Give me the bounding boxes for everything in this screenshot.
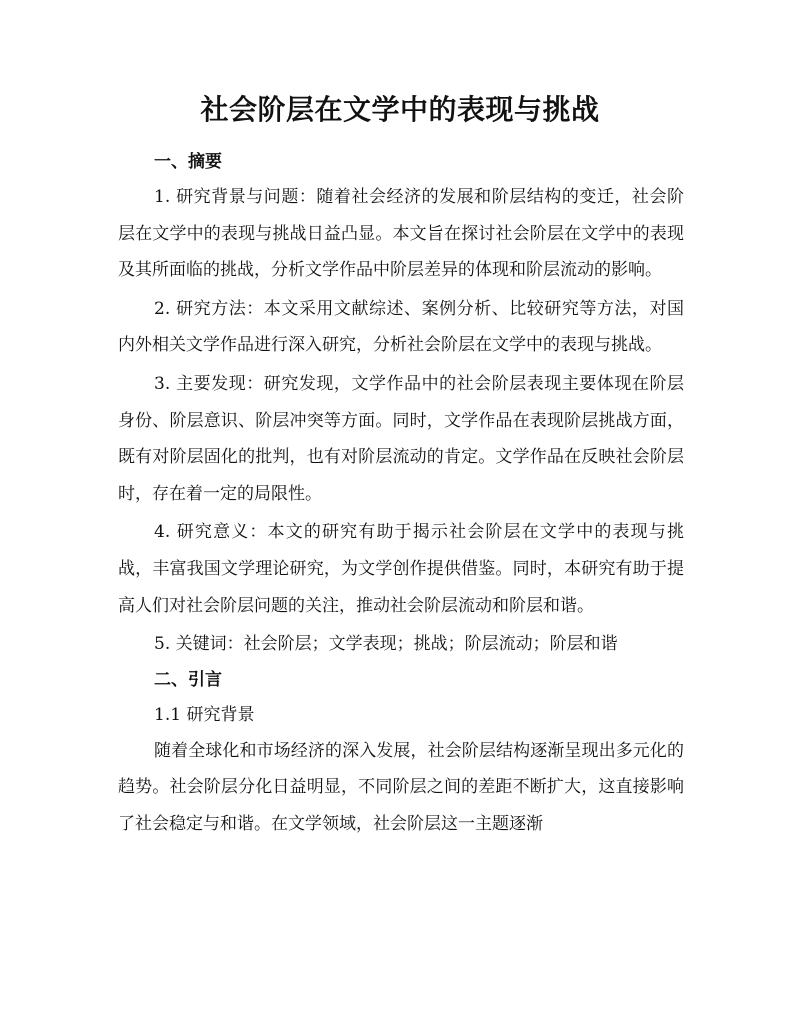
subsection-heading-research-background: 1.1 研究背景 (154, 704, 255, 725)
introduction-paragraph: 随着全球化和市场经济的深入发展，社会阶层结构逐渐呈现出多元化的趋势。社会阶层分化日益明显，不同阶层之间的差距不断扩大，这直接影响了社会稳定与和谐。在文学领域，社会阶层这一主题逐渐 (118, 740, 684, 834)
abstract-item-3: 3. 主要发现：研究发现，文学作品中的社会阶层表现主要体现在阶层身份、阶层意识、阶层冲突等方面。同时，文学作品在表现阶层挑战方面，既有对阶层固化的批判，也有对阶层流动的肯定。文学作品在反映社会阶层时，存在着一定的局限性。 (118, 373, 684, 504)
document-title: 社会阶层在文学中的表现与挑战 (200, 93, 600, 126)
document-body (118, 145, 684, 843)
section-heading-abstract: 一、摘要 (154, 152, 222, 172)
abstract-item-5-keywords: 5. 关键词：社会阶层；文学表现；挑战；阶层流动；阶层和谐 (154, 634, 618, 655)
section-heading-introduction: 二、引言 (154, 669, 222, 690)
abstract-item-2: 2. 研究方法：本文采用文献综述、案例分析、比较研究等方法，对国内外相关文学作品进行深入研究，分析社会阶层在文学中的表现与挑战。 (118, 298, 684, 356)
abstract-item-4: 4. 研究意义：本文的研究有助于揭示社会阶层在文学中的表现与挑战，丰富我国文学理论研究，为文学创作提供借鉴。同时，本研究有助于提高人们对社会阶层问题的关注，推动社会阶层流动和阶层和谐。 (118, 522, 684, 616)
abstract-item-1: 1. 研究背景与问题：随着社会经济的发展和阶层结构的变迁，社会阶层在文学中的表现与挑战日益凸显。本文旨在探讨社会阶层在文学中的表现及其所面临的挑战，分析文学作品中阶层差异的体现和阶层流动的影响。 (118, 187, 684, 281)
